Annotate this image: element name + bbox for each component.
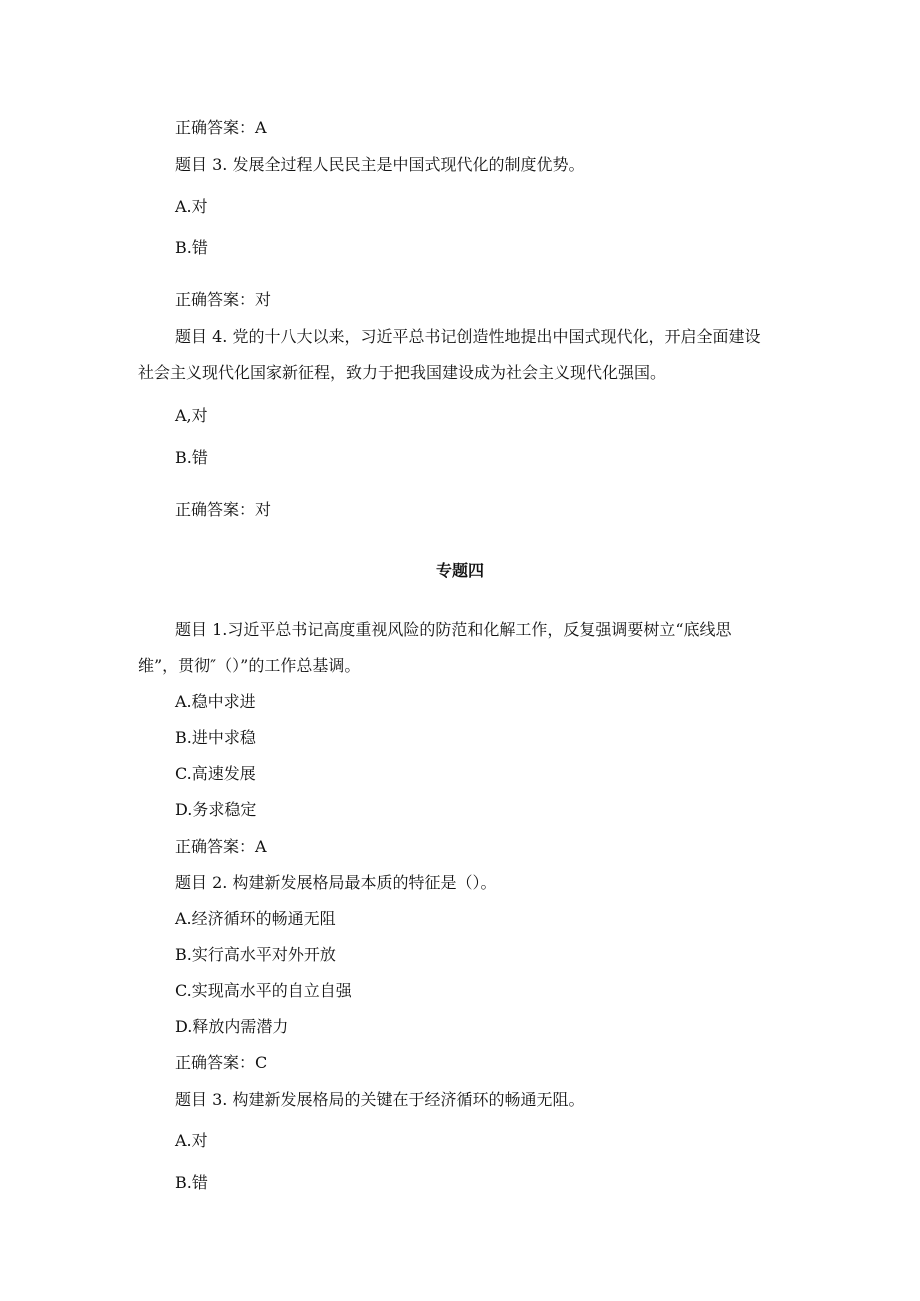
option-c: C.高速发展 (175, 764, 256, 783)
option-b: B.错 (175, 448, 208, 467)
question-stem: 题目 1.习近平总书记高度重视风险的防范和化解工作，反复强调要树立“底线思 (175, 620, 732, 639)
option-a: A.对 (175, 1131, 208, 1150)
option-d: D.释放内需潜力 (175, 1017, 289, 1036)
question-stem: 题目 3. 构建新发展格局的关键在于经济循环的畅通无阻。 (175, 1090, 585, 1109)
question-stem: 题目 2. 构建新发展格局最本质的特征是（）。 (175, 873, 497, 892)
option-b: B.实行高水平对外开放 (175, 945, 336, 964)
section-title: 专题四 (435, 561, 484, 580)
answer-line: 正确答案：A (175, 837, 267, 856)
answer-line: 正确答案：A (175, 118, 267, 137)
answer-line: 正确答案：C (175, 1053, 268, 1072)
answer-line: 正确答案：对 (175, 290, 272, 309)
option-c: C.实现高水平的自立自强 (175, 981, 352, 1000)
option-a: A.经济循环的畅通无阻 (175, 909, 336, 928)
option-a: A,对 (175, 406, 208, 425)
option-b: B.错 (175, 1173, 208, 1192)
question-stem-continuation: 维”，贯彻″（）”的工作总基调。 (138, 656, 361, 675)
question-stem: 题目 3. 发展全过程人民民主是中国式现代化的制度优势。 (175, 155, 585, 174)
answer-line: 正确答案：对 (175, 500, 272, 519)
question-stem-continuation: 社会主义现代化国家新征程，致力于把我国建设成为社会主义现代化强国。 (138, 363, 667, 382)
option-d: D.务求稳定 (175, 800, 257, 819)
option-a: A.对 (175, 197, 208, 216)
question-stem: 题目 4. 党的十八大以来，习近平总书记创造性地提出中国式现代化，开启全面建设 (175, 327, 761, 346)
option-b: B.错 (175, 238, 208, 257)
option-b: B.进中求稳 (175, 728, 256, 747)
option-a: A.稳中求进 (175, 692, 256, 711)
